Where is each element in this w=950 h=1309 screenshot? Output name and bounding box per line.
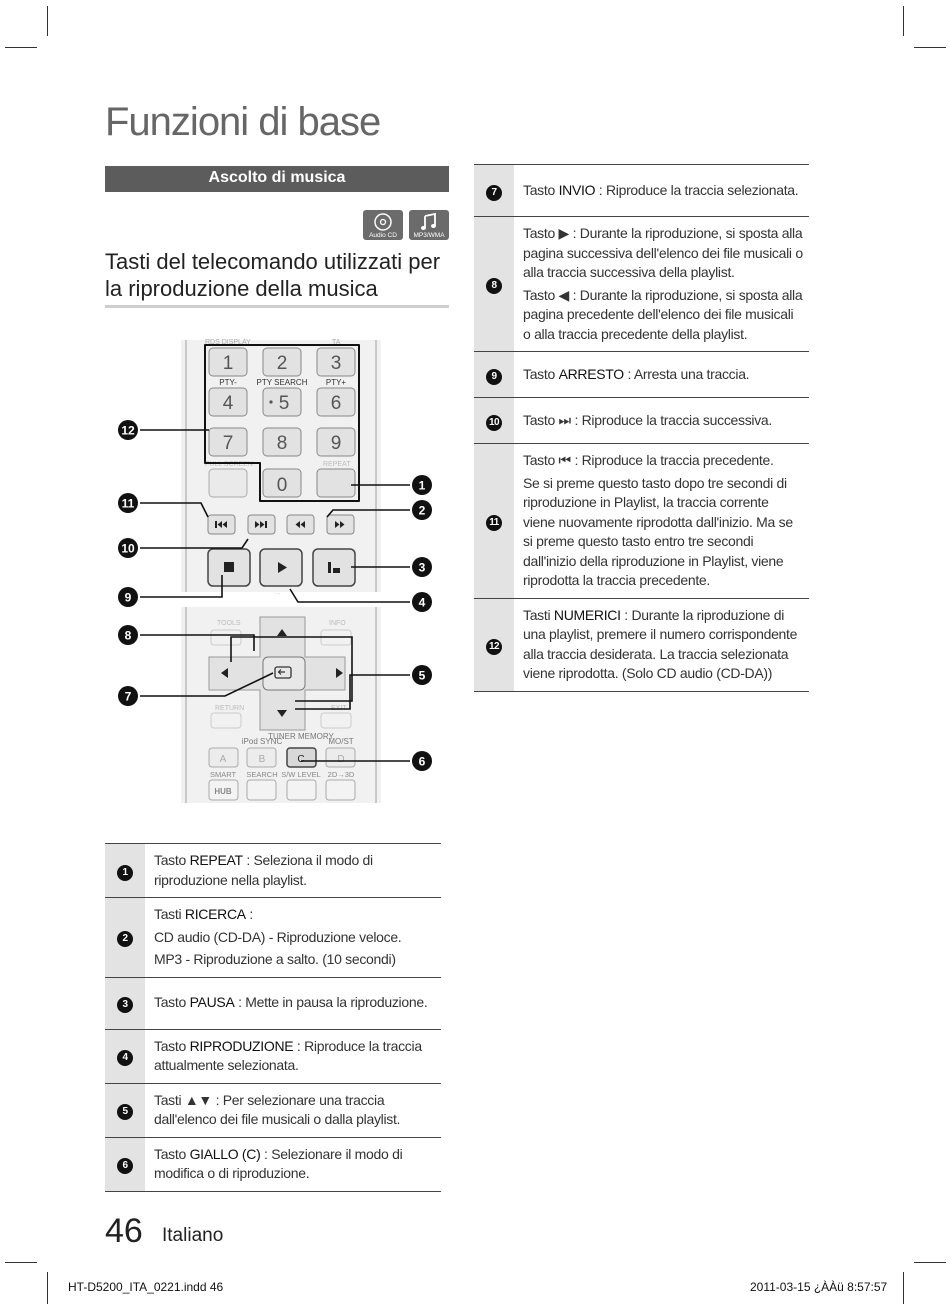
label-mo-st: MO/ST: [328, 737, 354, 746]
text-segment: Tasto: [154, 994, 190, 1011]
section-title: Ascolto di musica: [105, 166, 449, 192]
description-text: [154, 1037, 435, 1076]
text-segment: Tasto: [154, 852, 190, 868]
key-1: 1: [222, 353, 234, 374]
key-9: 9: [330, 433, 342, 454]
label-sw-level: S/W LEVEL: [281, 770, 321, 779]
text-segment: : Seleziona il modo di riproduzione nella playlist.: [154, 852, 373, 888]
table-row: [105, 1083, 441, 1137]
description-text: [154, 950, 435, 970]
description-text: [154, 905, 435, 925]
key-8: 8: [276, 433, 288, 454]
media-badges: [363, 210, 449, 240]
key-3: 3: [330, 353, 342, 374]
table-row: [105, 1029, 441, 1083]
label-ipod-sync: iPod SYNC: [241, 737, 283, 746]
key-0: 0: [276, 475, 288, 496]
table-row: [474, 398, 809, 444]
right-button-table: [474, 164, 809, 692]
mp3-wma-badge: [409, 210, 449, 240]
label-search: SEARCH: [246, 770, 278, 779]
crop-mark: [914, 1262, 946, 1263]
description-text: [154, 1145, 435, 1184]
item-number-badge: 8: [486, 278, 502, 294]
item-number-badge: 5: [117, 1104, 133, 1120]
description-text: [523, 474, 803, 591]
key-6: 6: [330, 393, 342, 414]
label-hub: HUB: [214, 787, 232, 796]
item-number-badge: 2: [117, 931, 133, 947]
callout-9: 9: [124, 590, 132, 605]
text-segment: : Mette in pausa la riproduzione.: [234, 994, 428, 1011]
text-segment: MP3 - Riproduzione a salto. (10 secondi): [154, 951, 396, 967]
crop-mark: [914, 47, 946, 48]
text-segment: Tasto: [154, 1037, 190, 1054]
crop-mark: [5, 47, 37, 48]
callout-10: 10: [121, 541, 135, 556]
item-number-badge: 11: [486, 515, 502, 531]
callout-8: 8: [124, 628, 132, 643]
text-segment: : Riproduce la traccia attualmente selezionata.: [154, 1037, 422, 1073]
key-d: D: [337, 754, 345, 765]
label-rds-display: RDS DISPLAY: [205, 339, 251, 346]
table-row: [105, 898, 441, 978]
text-segment: : Selezionare il modo di modifica o di riproduzione.: [154, 1145, 403, 1181]
table-row: [474, 598, 809, 691]
crop-mark: [5, 1262, 37, 1263]
text-segment: Tasti: [154, 906, 185, 922]
page-number: 46: [105, 1212, 143, 1250]
table-row: [105, 844, 441, 898]
crop-mark: [903, 1272, 904, 1304]
label-smart: SMART: [209, 770, 237, 779]
audio-cd-badge: [363, 210, 403, 240]
badge-label: Audio CD: [369, 232, 397, 239]
table-row: [474, 165, 809, 217]
text-segment: Tasto ⏮ : Riproduce la traccia precedente.: [523, 452, 774, 468]
crop-mark: [903, 6, 904, 36]
button-name: REPEAT: [189, 852, 243, 868]
key-c: C: [297, 754, 305, 765]
button-name: ARRESTO: [558, 365, 624, 382]
button-name: NUMERICI: [553, 606, 621, 623]
button-name: RIPRODUZIONE: [189, 1037, 294, 1054]
label-pty-minus: PTY-: [219, 378, 237, 387]
label-repeat: REPEAT: [323, 461, 351, 468]
item-number-badge: 7: [486, 185, 502, 201]
label-pty-search: PTY SEARCH: [256, 378, 308, 387]
item-number-badge: 4: [117, 1050, 133, 1066]
print-slug-file: HT-D5200_ITA_0221.indd 46: [68, 1280, 224, 1294]
crop-mark: [47, 1272, 48, 1304]
text-segment: :: [245, 906, 253, 922]
key-5: 5: [278, 393, 290, 414]
table-row: [105, 977, 441, 1029]
label-info: INFO: [329, 620, 346, 627]
music-note-icon: [419, 212, 439, 232]
print-slug-date: 2011-03-15 ¿ÀÀü 8:57:57: [750, 1280, 888, 1294]
text-segment: CD audio (CD-DA) - Riproduzione veloce.: [154, 928, 402, 945]
label-exit: EXIT: [331, 705, 347, 712]
text-segment: : Durante la riproduzione di una playlist, premere il numero corrispondente alla traccia desiderata. La traccia selezionata viene riprodotta. (Solo CD audio (CD-DA)): [523, 606, 798, 681]
description-text: [523, 606, 803, 684]
badge-label: MP3/WMA: [413, 232, 445, 239]
description-text: [523, 451, 803, 471]
description-text: [154, 1091, 435, 1130]
table-row: [474, 217, 809, 352]
label-tools: TOOLS: [217, 620, 241, 627]
page-language: Italiano: [162, 1225, 224, 1246]
key-2: 2: [276, 353, 288, 374]
crop-mark: [47, 6, 48, 36]
subheading: Tasti del telecomando utilizzati per la riproduzione della musica: [105, 248, 449, 308]
text-segment: Tasti ▲▼ : Per selezionare una traccia dall'elenco dei file musicali o dalla playlist.: [154, 1091, 401, 1127]
callout-4: 4: [418, 595, 426, 610]
item-number-badge: 9: [486, 369, 502, 385]
key-a: A: [219, 754, 227, 765]
table-row: [105, 1137, 441, 1191]
item-number-badge: 1: [117, 865, 133, 881]
callout-11: 11: [121, 496, 135, 511]
text-segment: Se si preme questo tasto dopo tre secondi di riproduzione in Playlist, la traccia corrente viene nuovamente riprodotta dall'inizio. Ma se si preme questo tasto entro tre secondi dall'inizio della riproduzione in Playlist, viene riprodotta la traccia precedente.: [523, 474, 793, 588]
text-segment: Tasto: [523, 181, 559, 198]
callout-6: 6: [418, 754, 426, 769]
page-title: Funzioni di base: [105, 100, 381, 144]
callout-12: 12: [121, 423, 135, 438]
item-number-badge: 3: [117, 997, 133, 1013]
label-ta: TA: [332, 339, 341, 346]
callout-3: 3: [418, 560, 426, 575]
label-return: RETURN: [215, 705, 245, 712]
button-name: RICERCA: [184, 906, 246, 922]
button-name: GIALLO (C): [189, 1145, 261, 1162]
text-segment: : Riproduce la traccia selezionata.: [595, 181, 799, 198]
text-segment: Tasto: [154, 1145, 190, 1162]
key-b: B: [258, 754, 266, 765]
description-text: [523, 286, 803, 345]
label-tuner-memory: TUNER MEMORY: [268, 732, 334, 741]
callout-5: 5: [418, 668, 426, 683]
table-row: [474, 444, 809, 599]
description-text: [154, 928, 435, 948]
label-2d-3d: 2D→3D: [327, 770, 355, 779]
description-text: [523, 411, 803, 431]
text-segment: Tasto ▶ : Durante la riproduzione, si sposta alla pagina successiva dell'elenco dei file musicali o alla traccia successiva della playlist.: [523, 225, 803, 280]
item-number-badge: 12: [486, 639, 502, 655]
label-pty-plus: PTY+: [325, 378, 347, 387]
description-text: [154, 851, 435, 890]
item-number-badge: 6: [117, 1158, 133, 1174]
left-button-table: [105, 843, 441, 1192]
button-name: INVIO: [558, 181, 596, 198]
description-text: [523, 181, 803, 201]
description-text: [154, 993, 435, 1013]
label-full-screen: FULL SCREEN: [205, 461, 253, 468]
svg-text:. .: . .: [275, 590, 281, 596]
text-segment: : Arresta una traccia.: [623, 365, 750, 382]
callout-1: 1: [418, 478, 426, 493]
key-7: 7: [222, 433, 234, 454]
callout-2: 2: [418, 503, 426, 518]
description-text: [523, 224, 803, 283]
description-text: [523, 365, 803, 385]
key-4: 4: [222, 393, 234, 414]
remote-control-illustration: [105, 335, 450, 805]
disc-icon: [373, 212, 393, 232]
table-row: [474, 352, 809, 398]
repeat-key: [317, 469, 355, 497]
text-segment: Tasto: [523, 365, 559, 382]
callout-7: 7: [124, 689, 132, 704]
text-segment: Tasti: [523, 606, 554, 623]
item-number-badge: 10: [486, 415, 502, 431]
button-name: PAUSA: [189, 994, 235, 1011]
text-segment: Tasto ◀ : Durante la riproduzione, si sposta alla pagina precedente dell'elenco dei file musicali o alla traccia precedente della playlist.: [523, 286, 803, 342]
text-segment: Tasto ⏭ : Riproduce la traccia successiva.: [523, 411, 772, 428]
